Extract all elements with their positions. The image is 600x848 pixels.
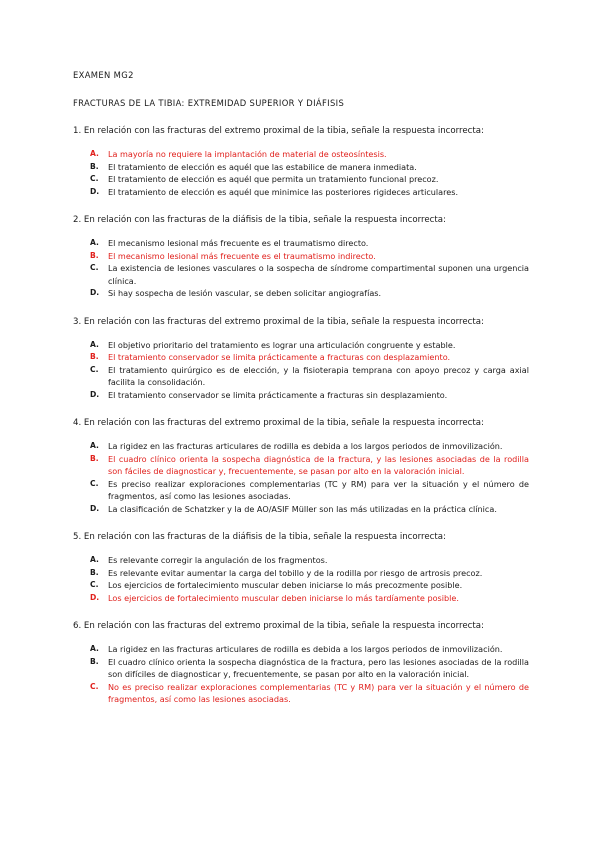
answer-options xyxy=(73,554,529,604)
option-letter: A. xyxy=(90,441,99,450)
option-letter: B. xyxy=(90,161,99,171)
option-text: El tratamiento de elección es aquél que minimice las posteriores rigideces articulares. xyxy=(108,186,459,197)
option-letter: D. xyxy=(90,592,100,602)
question-5 xyxy=(73,532,529,604)
option-text: Los ejercicios de fortalecimiento muscular deben iniciarse lo más tardíamente posible. xyxy=(108,592,459,603)
option-text: La rigidez en las fracturas articulares de rodilla es debida a los largos periodos de inmovilización. xyxy=(108,441,503,451)
option-letter: C. xyxy=(90,681,99,691)
option-letter: C. xyxy=(90,478,99,488)
question-6 xyxy=(73,621,529,706)
option-text: Es preciso realizar exploraciones complementarias (TC y RM) para ver la situación y el número de fragmentos, así como las lesiones asociadas. xyxy=(108,478,529,501)
option-letter: C. xyxy=(90,580,99,589)
answer-option xyxy=(73,478,529,503)
option-letter: C. xyxy=(90,174,99,183)
option-letter: C. xyxy=(90,364,99,374)
option-letter: B. xyxy=(90,352,99,361)
option-text: El tratamiento conservador se limita prácticamente a fracturas con desplazamiento. xyxy=(108,352,451,362)
option-text: El tratamiento quirúrgico es de elección, y la fisioterapia temprana con apoyo precoz y carga axial facilita la consolidación. xyxy=(108,364,529,387)
option-letter: D. xyxy=(90,503,100,513)
answer-option-highlighted xyxy=(73,351,529,364)
option-text: La mayoría no requiere la implantación de material de osteosíntesis. xyxy=(108,149,387,159)
question-text: 1. En relación con las fracturas del extremo proximal de la tibia, señale la respuesta incorrecta: xyxy=(73,126,484,136)
option-text: Los ejercicios de fortalecimiento muscular deben iniciarse lo más precozmente posible. xyxy=(108,580,463,590)
answer-options xyxy=(73,643,529,706)
option-text: No es preciso realizar exploraciones complementarias (TC y RM) para ver la situación y el número de fragmentos, así como las lesiones asociadas. xyxy=(108,681,529,704)
question-3 xyxy=(73,317,529,402)
option-text: Es relevante evitar aumentar la carga del tobillo y de la rodilla por riesgo de artrosis precoz. xyxy=(108,567,483,578)
option-letter: D. xyxy=(90,186,100,196)
answer-option xyxy=(73,287,529,300)
option-text: El mecanismo lesional más frecuente es el traumatismo directo. xyxy=(108,238,369,248)
answer-option-highlighted xyxy=(73,148,529,161)
answer-option-highlighted xyxy=(73,250,529,263)
answer-option xyxy=(73,567,529,580)
option-letter: A. xyxy=(90,339,99,349)
answer-option xyxy=(73,554,529,567)
question-2 xyxy=(73,215,529,300)
answer-option-highlighted xyxy=(73,592,529,605)
answer-option xyxy=(73,262,529,287)
option-letter: B. xyxy=(90,453,99,463)
answer-options xyxy=(73,440,529,515)
option-letter: B. xyxy=(90,567,99,577)
option-letter: A. xyxy=(90,149,99,158)
answer-option xyxy=(73,237,529,250)
answer-option xyxy=(73,643,529,656)
exam-title: EXAMEN MG2 xyxy=(73,70,134,80)
option-text: El tratamiento conservador se limita prácticamente a fracturas sin desplazamiento. xyxy=(108,389,448,400)
option-text: La rigidez en las fracturas articulares de rodilla es debida a los largos periodos de inmovilización. xyxy=(108,644,503,654)
answer-option xyxy=(73,364,529,389)
answer-option xyxy=(73,161,529,174)
question-text: 5. En relación con las fracturas de la diáfisis de la tibia, señale la respuesta incorrecta: xyxy=(73,532,446,542)
answer-options xyxy=(73,237,529,300)
option-text: El tratamiento de elección es aquél que las estabilice de manera inmediata. xyxy=(108,161,417,172)
option-letter: A. xyxy=(90,555,99,564)
exam-page xyxy=(73,70,529,706)
answer-option xyxy=(73,656,529,681)
option-text: El cuadro clínico orienta la sospecha diagnóstica de la fractura, pero las lesiones asociadas de la rodilla son difíciles de diagnosticar y, frecuentemente, se pasan por alto en la valoración inicial. xyxy=(108,656,529,679)
option-letter: B. xyxy=(90,656,99,666)
answer-option xyxy=(73,173,529,186)
option-letter: A. xyxy=(90,238,99,247)
answer-option xyxy=(73,339,529,352)
option-letter: B. xyxy=(90,250,99,260)
option-letter: C. xyxy=(90,263,99,272)
question-list xyxy=(73,126,529,706)
option-text: La clasificación de Schatzker y la de AO/ASIF Müller son las más utilizadas en la práctica clínica. xyxy=(108,503,497,514)
question-text: 3. En relación con las fracturas del extremo proximal de la tibia, señale la respuesta incorrecta: xyxy=(73,316,484,327)
option-text: La existencia de lesiones vasculares o la sospecha de síndrome compartimental suponen una urgencia clínica. xyxy=(108,263,529,286)
option-letter: D. xyxy=(90,389,100,399)
option-letter: D. xyxy=(90,288,100,297)
answer-option-highlighted xyxy=(73,681,529,706)
question-text: 4. En relación con las fracturas del extremo proximal de la tibia, señale la respuesta incorrecta: xyxy=(73,418,484,428)
section-title: FRACTURAS DE LA TIBIA: EXTREMIDAD SUPERIOR Y DIÁFISIS xyxy=(73,98,345,108)
answer-option xyxy=(73,503,529,516)
option-text: El mecanismo lesional más frecuente es el traumatismo indirecto. xyxy=(108,250,376,261)
option-text: El cuadro clínico orienta la sospecha diagnóstica de la fractura, y las lesiones asociadas de la rodilla son fáciles de diagnosticar y, frecuentemente, se pasan por alto en la valoración inicial. xyxy=(108,453,529,476)
answer-option xyxy=(73,186,529,199)
question-4 xyxy=(73,418,529,515)
answer-options xyxy=(73,148,529,198)
option-text: Si hay sospecha de lesión vascular, se deben solicitar angiografías. xyxy=(108,288,382,298)
answer-option-highlighted xyxy=(73,453,529,478)
question-text: 2. En relación con las fracturas de la diáfisis de la tibia, señale la respuesta incorrecta: xyxy=(73,215,446,225)
answer-option xyxy=(73,440,529,453)
answer-option xyxy=(73,579,529,592)
option-text: El objetivo prioritario del tratamiento es lograr una articulación congruente y estable. xyxy=(108,339,456,350)
option-letter: A. xyxy=(90,644,99,653)
question-text: 6. En relación con las fracturas del extremo proximal de la tibia, señale la respuesta incorrecta: xyxy=(73,621,484,631)
answer-option xyxy=(73,389,529,402)
question-1 xyxy=(73,126,529,198)
option-text: Es relevante corregir la angulación de los fragmentos. xyxy=(108,555,328,565)
answer-options xyxy=(73,339,529,402)
option-text: El tratamiento de elección es aquél que permita un tratamiento funcional precoz. xyxy=(108,174,439,184)
